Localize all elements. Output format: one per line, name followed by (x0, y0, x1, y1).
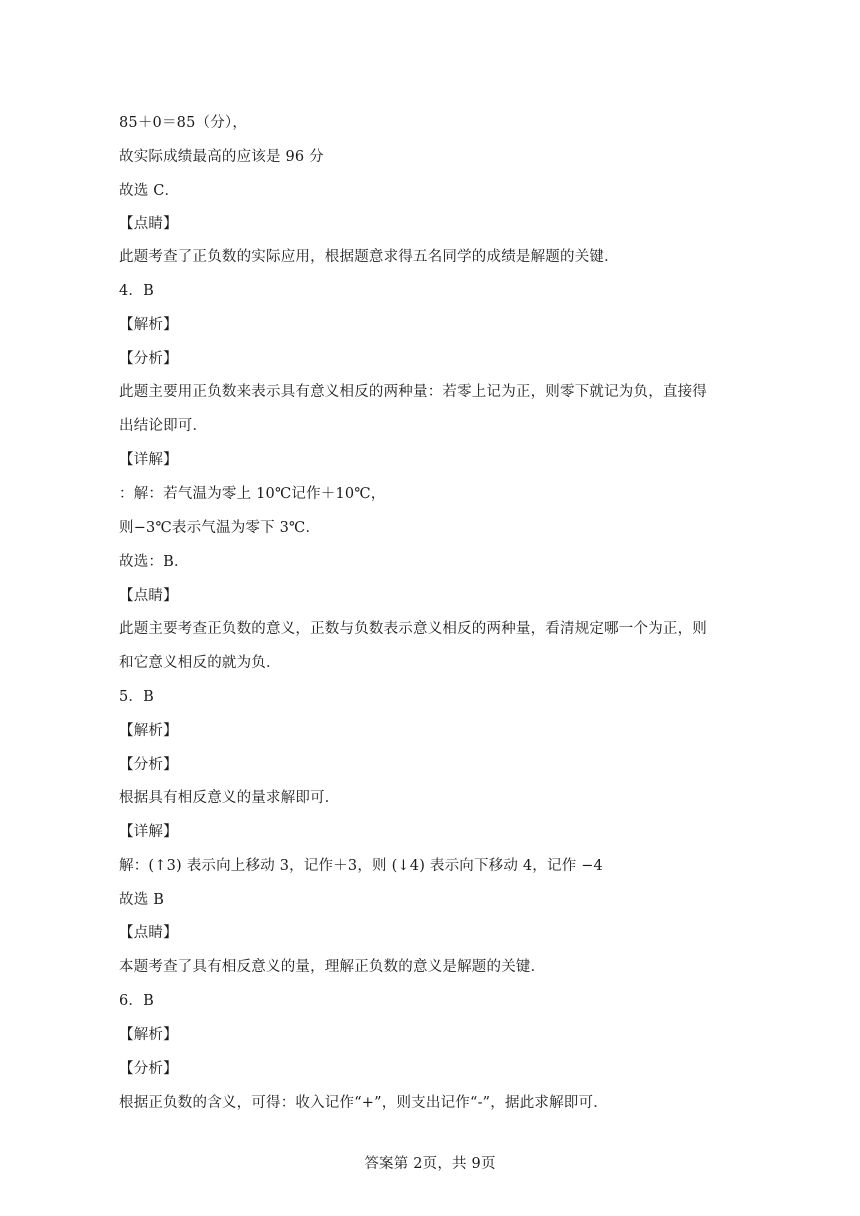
text-line: 根据正负数的含义，可得：收入记作“+”，则支出记作“-”，据此求解即可． (119, 1095, 608, 1111)
section-heading: 【分析】 (119, 351, 178, 367)
section-heading: 【解析】 (119, 723, 178, 739)
text-line: 故选 B (119, 892, 165, 908)
answer-number: 6．B (119, 993, 154, 1009)
section-heading: 【解析】 (119, 317, 178, 333)
section-heading: 【分析】 (119, 757, 178, 773)
section-heading: 【详解】 (119, 824, 178, 840)
answer-number: 5．B (119, 689, 154, 705)
text-line: 故选：B． (119, 554, 189, 570)
text-line: 和它意义相反的就为负． (119, 655, 281, 671)
text-line: 故实际成绩最高的应该是 96 分 (119, 149, 324, 165)
section-heading: 【点睛】 (119, 925, 178, 941)
text-line: 则−3℃表示气温为零下 3℃． (119, 520, 321, 536)
text-line: 故选 C． (119, 183, 180, 199)
section-heading: 【解析】 (119, 1027, 178, 1043)
text-line: ：解：若气温为零上 10℃记作＋10℃， (119, 486, 386, 502)
text-line: 出结论即可． (119, 418, 208, 434)
text-line: 本题考查了具有相反意义的量，理解正负数的意义是解题的关键． (119, 959, 546, 975)
text-line: 此题考查了正负数的实际应用，根据题意求得五名同学的成绩是解题的关键． (119, 249, 619, 265)
text-line: 此题主要用正负数来表示具有意义相反的两种量：若零上记为正，则零下就记为负，直接得 (119, 384, 707, 400)
text-line: 根据具有相反意义的量求解即可． (119, 790, 340, 806)
answer-number: 4．B (119, 283, 154, 299)
page-footer: 答案第 2页，共 9页 (364, 1156, 496, 1172)
section-heading: 【分析】 (119, 1061, 178, 1077)
section-heading: 【详解】 (119, 452, 178, 468)
section-heading: 【点睛】 (119, 588, 178, 604)
text-line: 此题主要考查正负数的意义，正数与负数表示意义相反的两种量，看清规定哪一个为正，则 (119, 621, 707, 637)
section-heading: 【点睛】 (119, 216, 178, 232)
text-line: 85＋0＝85（分）， (119, 115, 248, 131)
text-line: 解：(↑3) 表示向上移动 3，记作＋3，则 (↓4) 表示向下移动 4，记作 −4 (119, 858, 603, 874)
